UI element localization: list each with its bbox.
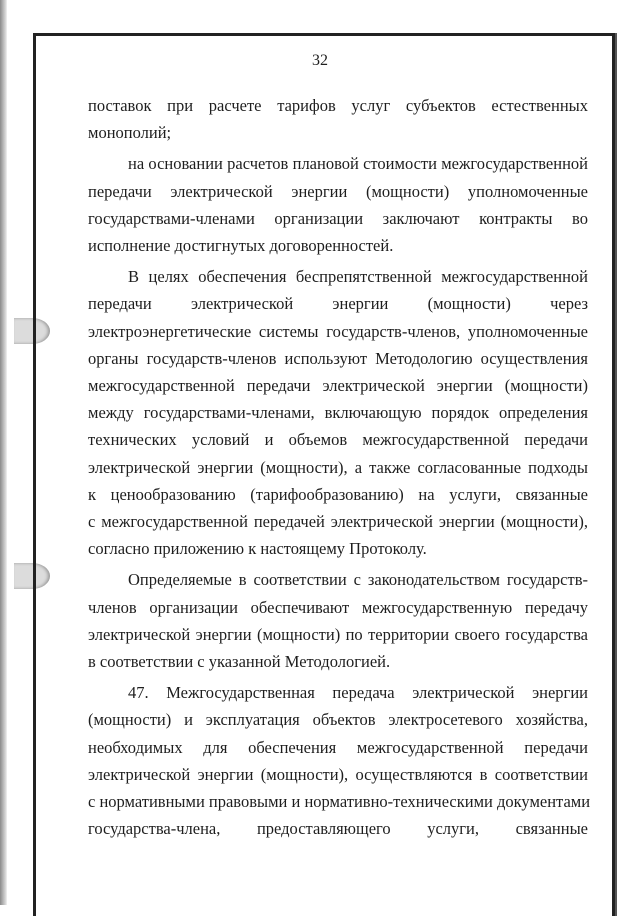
text-line: государства-члена, предоставляющего услуги, связанные — [88, 819, 588, 839]
text-line: электроэнергетические системы государств-членов, уполномоченные — [88, 321, 588, 341]
paragraph-organizations — [88, 566, 588, 675]
text-line: в соответствии с указанной Методологией. — [88, 652, 391, 672]
text-line: технических условий и объемов межгосударственной передачи — [88, 430, 588, 450]
paragraph-clause-47 — [88, 679, 591, 842]
text-line: электрической энергии (мощности) по территории своего государства — [88, 624, 588, 644]
text-line: 47. Межгосударственная передача электрической энергии — [128, 683, 588, 703]
text-line: монополий; — [88, 123, 172, 143]
text-line: между государствами-членами, включающую порядок определения — [88, 403, 588, 423]
scan-left-edge-shadow — [0, 0, 7, 905]
text-line: межгосударственной передачи электрической энергии (мощности) — [88, 376, 588, 396]
text-line: передачи электрической энергии (мощности) уполномоченные — [88, 181, 588, 201]
text-line: с нормативными правовыми и нормативно-техническими документами — [88, 792, 591, 812]
text-line: согласно приложению к настоящему Протоколу. — [88, 539, 427, 559]
text-line: электрической энергии (мощности), а также согласованные подходы — [88, 457, 588, 477]
paragraph-continuation — [88, 92, 588, 146]
text-line: членов организации обеспечивают межгосударственную передачу — [88, 597, 588, 617]
text-line: с межгосударственной передачей электрической энергии (мощности), — [88, 512, 588, 532]
text-line: необходимых для обеспечения межгосударственной передачи — [88, 737, 588, 757]
text-line: Определяемые в соответствии с законодательством государств- — [128, 570, 588, 590]
text-line: поставок при расчете тарифов услуг субъектов естественных — [88, 96, 588, 115]
text-line: передачи электрической энергии (мощности) через — [88, 294, 588, 314]
text-line: (мощности) и эксплуатация объектов электросетевого хозяйства, — [88, 710, 588, 730]
text-line: исполнение достигнутых договоренностей. — [88, 236, 394, 256]
text-line: к ценообразованию (тарифообразованию) на услуги, связанные — [88, 484, 588, 504]
document-body — [88, 92, 591, 842]
text-line: электрической энергии (мощности), осуществляются в соответствии — [88, 764, 588, 784]
page-number: 32 — [312, 52, 328, 69]
text-line: В целях обеспечения беспрепятственной межгосударственной — [128, 267, 588, 287]
text-line: органы государств-членов используют Методологию осуществления — [88, 348, 588, 368]
paragraph-methodology — [88, 263, 588, 562]
text-line: государствами-членами организации заключают контракты во — [88, 208, 588, 228]
paragraph-contracts — [88, 150, 588, 259]
text-line: на основании расчетов плановой стоимости межгосударственной — [128, 154, 588, 174]
